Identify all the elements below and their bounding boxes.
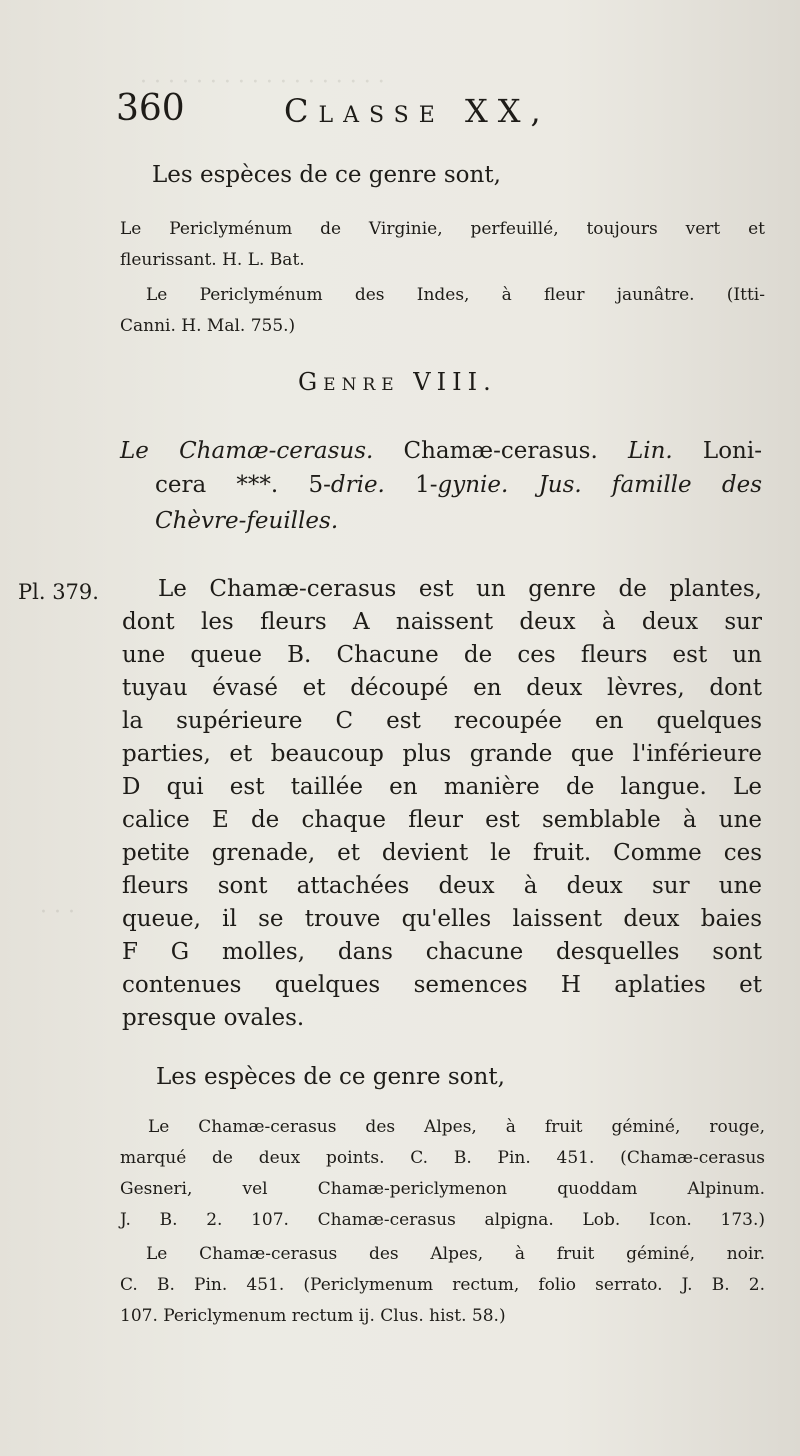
- description-line: queue, il se trouve qu'elles laissent deux baies: [122, 906, 762, 932]
- page-number: 360: [116, 88, 185, 129]
- genre-authority: Lin.: [627, 438, 673, 464]
- description-line: une queue B. Chacune de ces fleurs est un: [122, 642, 762, 668]
- species-line: 107. Periclymenum rectum ij. Clus. hist. 58.): [120, 1306, 506, 1326]
- species-intro-2: Les espèces de ce genre sont,: [156, 1064, 505, 1090]
- species-line: marqué de deux points. C. B. Pin. 451. (Chamæ-cerasus: [120, 1148, 765, 1168]
- bleed-through-text: · · · · · · · · · · · · · · · · · ·: [140, 70, 385, 95]
- genre-family: Jus. famille des: [538, 472, 763, 498]
- description-line: fleurs sont attachées deux à deux sur une: [122, 873, 762, 899]
- description-line: D qui est taillée en manière de langue. Le: [122, 774, 762, 800]
- species-intro-1: Les espèces de ce genre sont,: [152, 162, 501, 188]
- description-line: petite grenade, et devient le fruit. Comme ces: [122, 840, 762, 866]
- species-line: Canni. H. Mal. 755.): [120, 316, 296, 336]
- genre-title-line-3: Chèvre-feuilles.: [155, 508, 339, 534]
- species-line: Le Chamæ-cerasus des Alpes, à fruit géminé, rouge,: [148, 1117, 765, 1137]
- species-line: Le Chamæ-cerasus des Alpes, à fruit géminé, noir.: [146, 1244, 765, 1264]
- page-header: [116, 88, 636, 136]
- plate-reference: Pl. 379.: [18, 580, 99, 604]
- description-line: tuyau évasé et découpé en deux lèvres, dont: [122, 675, 762, 701]
- genre-title-line-2: [155, 472, 762, 498]
- genre-synonym: Loni-: [672, 438, 762, 464]
- species-line: Le Periclyménum des Indes, à fleur jaunâtre. (Itti-: [146, 285, 765, 305]
- species-line: fleurissant. H. L. Bat.: [120, 250, 305, 270]
- description-line: parties, et beaucoup plus grande que l'inférieure: [122, 741, 762, 767]
- description-line: Le Chamæ-cerasus est un genre de plantes,: [158, 576, 762, 602]
- genre-heading: Genre VIII.: [298, 368, 497, 396]
- bleed-through-text: · · ·: [40, 900, 75, 925]
- description-line: presque ovales.: [122, 1005, 305, 1031]
- description-line: calice E de chaque fleur est semblable à une: [122, 807, 762, 833]
- description-line: la supérieure C est recoupée en quelques: [122, 708, 762, 734]
- species-line: Le Periclyménum de Virginie, perfeuillé, toujours vert et: [120, 219, 765, 239]
- species-line: J. B. 2. 107. Chamæ-cerasus alpigna. Lob. Icon. 173.): [120, 1210, 765, 1230]
- genre-classification: drie.: [330, 472, 385, 498]
- class-title: Classe XX,: [284, 92, 551, 130]
- genre-french-name: Le Chamæ-cerasus.: [120, 438, 374, 464]
- description-line: dont les fleurs A naissent deux à deux sur: [122, 609, 762, 635]
- description-line: contenues quelques semences H aplaties et: [122, 972, 762, 998]
- genre-latin-name: Chamæ-cerasus.: [373, 438, 628, 464]
- genre-classification: cera ***. 5-: [155, 472, 331, 498]
- genre-classification: gynie.: [437, 472, 509, 498]
- description-line: F G molles, dans chacune desquelles sont: [122, 939, 762, 965]
- genre-title-line-1: [120, 438, 762, 464]
- species-line: Gesneri, vel Chamæ-periclymenon quoddam Alpinum.: [120, 1179, 765, 1199]
- species-line: C. B. Pin. 451. (Periclymenum rectum, folio serrato. J. B. 2.: [120, 1275, 765, 1295]
- genre-classification: 1-: [384, 472, 438, 498]
